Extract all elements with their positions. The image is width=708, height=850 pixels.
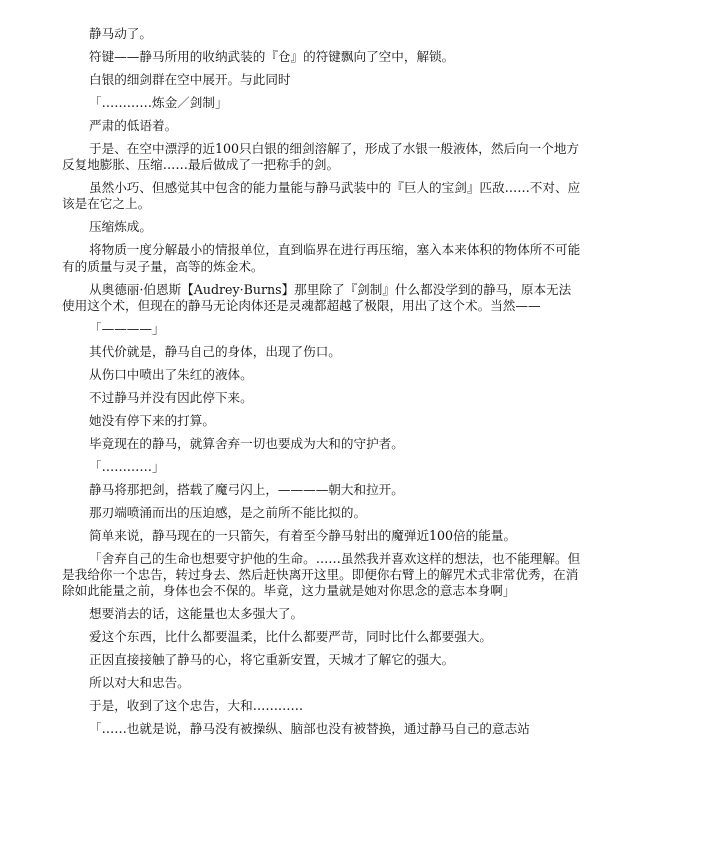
- paragraph: 爱这个东西，比什么都要温柔，比什么都要严苛，同时比什么都要强大。: [89, 629, 492, 645]
- paragraph: 白银的细剑群在空中展开。与此同时: [89, 72, 291, 87]
- paragraph: 从奥德丽·伯恩斯【Audrey·Burns】那里除了『剑制』什么都没学到的静马，原本无法使用这个术，但现在的静马无论肉体还是灵魂都超越了极限，用出了这个术。当然——: [62, 281, 572, 313]
- paragraph: 静马将那把剑，搭载了魔弓闪上，————朝大和拉开。: [89, 481, 404, 497]
- paragraph: 「……也就是说，静马没有被操纵、脑部也没有被替换，通过静马自己的意志站: [89, 721, 530, 737]
- paragraph: 将物质一度分解最小的情报单位，直到临界在进行再压缩，塞入本来体积的物体所不可能有的质量与灵子量，高等的炼金术。: [62, 242, 581, 274]
- paragraph: 「…………」: [89, 458, 165, 474]
- paragraph: 严肃的低语着。: [89, 118, 178, 133]
- paragraph: 「…………炼金／剑制」: [89, 95, 228, 110]
- paragraph: 不过静马并没有因此停下来。: [89, 389, 253, 405]
- paragraph: 「舍弃自己的生命也想要守护他的生命。……虽然我并喜欢这样的想法，也不能理解。但是我给你一个忠告，转过身去、然后赶快离开这里。即便你右臂上的解咒术式非常优秀，在消除如此能量之前，身体也会不保的。毕竟，这力量就是她对你思念的意志本身啊」: [62, 550, 581, 599]
- paragraph: 虽然小巧、但感觉其中包含的能力量能与静马武装中的『巨人的宝剑』匹敌……不对、应该是在它之上。: [62, 180, 581, 212]
- paragraph: 静马动了。: [89, 26, 152, 41]
- paragraph: 她没有停下来的打算。: [89, 412, 215, 428]
- paragraph: 从伤口中喷出了朱红的液体。: [89, 366, 253, 382]
- paragraph: 压缩炼成。: [89, 219, 152, 235]
- paragraph: 简单来说，静马现在的一只箭矢，有着至今静马射出的魔弹近100倍的能量。: [89, 527, 517, 543]
- paragraph: 毕竟现在的静马，就算舍弃一切也要成为大和的守护者。: [89, 435, 404, 451]
- paragraph: 于是，收到了这个忠告，大和…………: [89, 698, 304, 714]
- paragraph: 所以对大和忠告。: [89, 675, 190, 691]
- paragraph: 符键——静马所用的收纳武装的『仓』的符键飘向了空中，解锁。: [89, 49, 455, 64]
- paragraph: 其代价就是，静马自己的身体，出现了伤口。: [89, 343, 341, 359]
- paragraph: 想要消去的话，这能量也太多强大了。: [89, 606, 304, 622]
- paragraph: 于是、在空中漂浮的近100只白银的细剑溶解了，形成了水银一般液体，然后向一个地方反复地膨胀、压缩……最后做成了一把称手的剑。: [62, 141, 580, 173]
- paragraph: 正因直接接触了静马的心，将它重新安置，天城才了解它的强大。: [89, 652, 455, 668]
- paragraph: 「————」: [89, 320, 165, 336]
- paragraph: 那刃端喷涌而出的压迫感，是之前所不能比拟的。: [89, 504, 367, 520]
- document-page: [62, 26, 582, 744]
